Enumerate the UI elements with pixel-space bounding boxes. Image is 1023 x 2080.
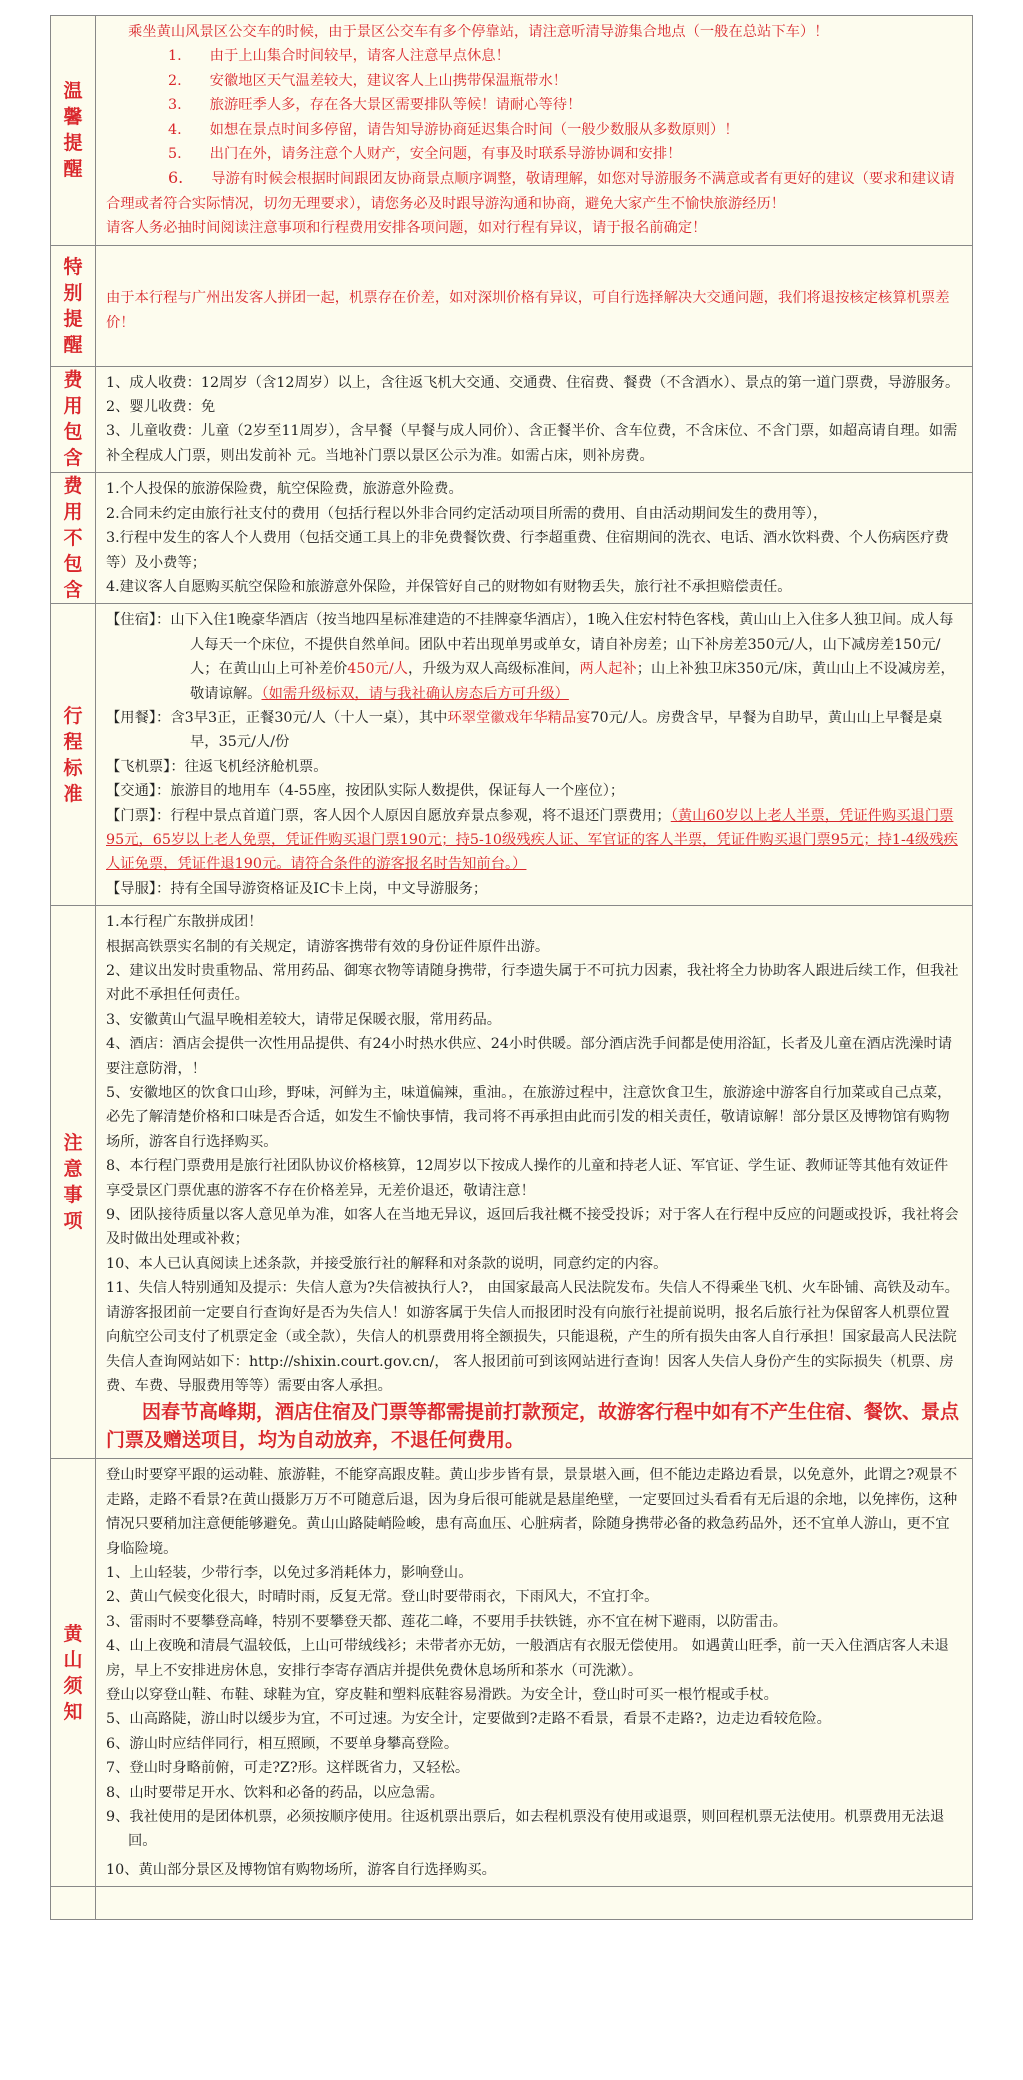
- guide-info: 【导服】：持有全国导游资格证及IC卡上岗，中文导游服务；: [106, 880, 488, 897]
- label-char: 准: [63, 782, 83, 805]
- label-char: 温: [63, 80, 83, 103]
- label-char: 用: [63, 501, 83, 524]
- list-item: 3.行程中发生的客人个人费用（包括交通工具上的非免费餐饮费、行李超重费、住宿期间的洗衣、电话、酒水饮料费、个人伤病医疗费等）及小费等；: [106, 530, 949, 571]
- label-char: 费: [63, 369, 83, 392]
- reminder-outro: 请客人务必抽时间阅读注意事项和行程费用安排各项问题，如对行程有异议，请于报名前确定！: [106, 220, 707, 237]
- label-char: 程: [63, 730, 83, 753]
- list-item: 1. 由于上山集合时间较早，请客人注意早点休息！: [168, 48, 510, 65]
- included-label: [51, 366, 96, 473]
- list-item: 4、酒店：酒店会提供一次性用品提供、有24小时热水供应、24小时供暖。部分酒店洗手间都是使用浴缸，长者及儿童在酒店洗澡时请要注意防滑，！: [106, 1036, 953, 1077]
- list-item: 5、安徽地区的饮食口山珍，野味，河鲜为主，味道偏辣，重油。，在旅游过程中，注意饮食卫生，旅游途中游客自行加菜或自己点菜，必先了解清楚价格和口味是否合适，如发生不愉快事情，我司将不再承担由此而引发的相关责任，敬请谅解！部分景区及博物馆有购物场所，游客自行选择购买。: [106, 1085, 952, 1150]
- reminder-label: [51, 16, 96, 246]
- list-item: 4.建议客人自愿购买航空保险和旅游意外保险，并保管好自己的财物如有财物丢失，旅行社不承担赔偿责任。: [106, 578, 792, 595]
- special-text: 由于本行程与广州出发客人拼团一起，机票存在价差，如对深圳价格有异议，可自行选择解决大交通问题，我们将退按核定核算机票差价！: [106, 290, 950, 331]
- list-item: 5、山高路陡，游山时以缓步为宜，不可过速。为安全计，定要做到?走路不看景，看景不走路?，边走边看较危险。: [106, 1711, 831, 1728]
- list-item: 2、黄山气候变化很大，时晴时雨，反复无常。登山时要带雨衣，下雨风大，不宜打伞。: [106, 1589, 659, 1606]
- included-content: [96, 366, 973, 473]
- label-char: 特: [63, 255, 83, 278]
- list-item: 4. 如想在景点时间多停留，请告知导游协商延迟集合时间（一般少数服从多数原则）！: [168, 121, 739, 138]
- label-char: 不: [63, 527, 83, 550]
- list-item: 2.合同未约定由旅行社支付的费用（包括行程以外非合同约定活动项目所需的费用、自由活动期间发生的费用等），: [106, 505, 828, 522]
- label-char: 含: [63, 579, 83, 602]
- label-char: 意: [63, 1158, 83, 1181]
- list-item: 2、婴儿收费：免: [106, 399, 216, 416]
- label-char: 用: [63, 395, 83, 418]
- list-item: 6、游山时应结伴同行，相互照顾，不要单身攀高登险。: [106, 1735, 459, 1752]
- notes-label: [51, 906, 96, 1459]
- itinerary-document: [50, 15, 973, 1920]
- standard-label: [51, 604, 96, 906]
- list-item: 3、儿童收费：儿童（2岁至11周岁），含早餐（早餐与成人同价）、含正餐半价、含车位费，不含床位、不含门票，如超高请自理。如需补全程成人门票，则出发前补 元。当地补门票以景区公示为准。如需占床，则补房费。: [106, 423, 958, 464]
- list-item: 3. 旅游旺季人多，存在各大景区需要排队等候！请耐心等待！: [168, 97, 582, 114]
- itinerary-table: [50, 15, 973, 1920]
- label-char: 含: [63, 447, 83, 470]
- ticket-info: 【门票】：行程中景点首道门票，客人因个人原因自愿放弃景点参观，将不退还门票费用；（黄山60岁以上老人半票，凭证件购买退门票95元，65岁以上老人免票，凭证件购买退门票190元；持5-10级残疾人证、军官证的客人半票，凭证件购买退门票95元；持1-4级残疾人证免票，凭证件退190元。请符合条件的游客报名时告知前台。）: [106, 807, 958, 873]
- reminder-content: [96, 16, 973, 246]
- label-char: 提: [63, 307, 83, 330]
- list-item: 7、登山时身略前俯，可走?Z?形。这样既省力，又轻松。: [106, 1760, 470, 1777]
- excluded-label: [51, 473, 96, 604]
- notes-row: [51, 906, 973, 1459]
- list-item: 1、成人收费：12周岁（含12周岁）以上，含往返飞机大交通、交通费、住宿费、餐费（不含酒水）、景点的第一道门票费，导游服务。: [106, 374, 960, 391]
- label-char: 费: [63, 475, 83, 498]
- reminder-row: [51, 16, 973, 246]
- empty-cell: [96, 1887, 973, 1920]
- label-char: 醒: [63, 333, 83, 356]
- huangshan-row: [51, 1459, 973, 1887]
- label-char: 提: [63, 132, 83, 155]
- list-item: 3、安徽黄山气温早晚相差较大，请带足保暖衣服，常用药品。: [106, 1011, 502, 1028]
- label-char: 山: [63, 1648, 83, 1671]
- special-content: [96, 245, 973, 366]
- list-item: 8、山时要带足开水、饮料和必备的药品，以应急需。: [106, 1784, 444, 1801]
- label-char: 注: [63, 1132, 83, 1155]
- label-char: 黄: [63, 1622, 83, 1645]
- list-item: 9、团队接待质量以客人意见单为准，如客人在当地无异议，返回后我社概不接受投诉；对于客人在行程中反应的问题或投诉，我社将会及时做出处理或补救；: [106, 1207, 959, 1248]
- empty-row: [51, 1887, 973, 1920]
- label-char: 馨: [63, 106, 83, 129]
- traffic-info: 【交通】：旅游目的地用车（4-55座，按团队实际人数提供，保证每人一个座位）；: [106, 783, 625, 800]
- list-item: 6. 导游有时候会根据时间跟团友协商景点顺序调整，敬请理解，如您对导游服务不满意或者有更好的建议（要求和建议请合理或者符合实际情况，切勿无理要求），请您务必及时跟导游沟通和协商，避免大家产生不愉快旅游经历！: [106, 168, 955, 212]
- huangshan-content: [96, 1459, 973, 1887]
- special-row: [51, 245, 973, 366]
- list-item: 8、本行程门票费用是旅行社团队协议价格核算，12周岁以下按成人操作的儿童和持老人证、军官证、学生证、教师证等其他有效证件享受景区门票优惠的游客不存在价格差异，无差价退还，敬请注意！: [106, 1158, 949, 1199]
- meal-info: 【用餐】：含3早3正，正餐30元/人（十人一桌），其中环翠堂徽戏年华精品宴70元/人。房费含早，早餐为自助早，黄山山上早餐是桌早，35元/人/份: [106, 709, 943, 751]
- huangshan-intro: 登山时要穿平跟的运动鞋、旅游鞋，不能穿高跟皮鞋。黄山步步皆有景，景景堪入画，但不能边走路边看景，以免意外，此谓之?观景不走路，走路不看景?在黄山摄影万万不可随意后退，因为身后很可能就是悬崖绝壁，一定要回过头看看有无后退的余地，以免摔伤，这种情况只要稍加注意便能够避免。黄山山路陡峭险峻，患有高血压、心脏病者，除随身携带必备的救急药品外，还不宜单人游山，更不宜身临险境。: [106, 1467, 958, 1557]
- list-item: 5. 出门在外，请务注意个人财产，安全问题，有事及时联系导游协调和安排！: [168, 146, 682, 163]
- excluded-row: [51, 473, 973, 604]
- label-char: 别: [63, 281, 83, 304]
- excluded-content: [96, 473, 973, 604]
- list-item: 9、我社使用的是团体机票，必须按顺序使用。往返机票出票后，如去程机票没有使用或退票，则回程机票无法使用。机票费用无法退回。: [106, 1809, 945, 1850]
- reminder-intro: 乘坐黄山风景区公交车的时候，由于景区公交车有多个停靠站，请注意听清导游集合地点（一般在总站下车）！: [128, 24, 829, 40]
- label-char: 须: [63, 1674, 83, 1697]
- list-item: 1.本行程广东散拼成团！: [106, 914, 263, 931]
- label-char: 项: [63, 1210, 83, 1233]
- included-row: [51, 366, 973, 473]
- list-item: 11、失信人特别通知及提示：失信人意为?失信被执行人?， 由国家最高人民法院发布。失信人不得乘坐飞机、火车卧铺、高铁及动车。请游客报团前一定要自行查询好是否为失信人！如游客属于失信人而报团时没有向旅行社提前说明，报名后旅行社为保留客人机票位置向航空公司支付了机票定金（或全款），失信人的机票费用将全额损失，只能退税，产生的所有损失由客人自行承担！国家最高人民法院失信人查询网站如下：http://shixin.court.gov.cn/， 客人报团前可到该网站进行查询！因客人失信人身份产生的实际损失（机票、房费、车费、导服费用等等）需要由客人承担。: [106, 1280, 959, 1394]
- hotel-info: 【住宿】：山下入住1晚豪华酒店（按当地四星标准建造的不挂牌豪华酒店），1晚入住宏村特色客栈，黄山山上入住多人独卫间。成人每人每天一个床位，不提供自然单间。团队中若出现单男或单女，请自补房差；山下补房差350元/人，山下减房差150元/人；在黄山山上可补差价450元/人，升级为双人高级标准间，两人起补；山上补独卫床350元/床，黄山山上不设减房差，敬请谅解。（如需升级标双，请与我社确认房态后方可升级）: [106, 612, 955, 702]
- empty-cell: [51, 1887, 96, 1920]
- list-item: 10、本人已认真阅读上述条款，并接受旅行社的解释和对条款的说明，同意约定的内容。: [106, 1255, 668, 1272]
- huangshan-label: [51, 1459, 96, 1887]
- list-item: 1、上山轻装，少带行李，以免过多消耗体力，影响登山。: [106, 1564, 473, 1581]
- flight-info: 【飞机票】：往返飞机经济舱机票。: [106, 758, 328, 775]
- standard-content: [96, 604, 973, 906]
- label-char: 醒: [63, 158, 83, 181]
- standard-row: [51, 604, 973, 906]
- special-label: [51, 245, 96, 366]
- list-item: 根据高铁票实名制的有关规定，请游客携带有效的身份证件原件出游。: [106, 938, 550, 955]
- notes-content: [96, 906, 973, 1459]
- label-char: 包: [63, 553, 83, 576]
- list-item: 4、山上夜晚和清晨气温较低，上山可带绒线衫；未带者亦无妨，一般酒店有衣服无偿使用。 如遇黄山旺季，前一天入住酒店客人未退房，早上不安排进房休息，安排行李寄存酒店并提供免费休息场所和茶水（可洗漱）。: [106, 1638, 949, 1679]
- list-item: 3、雷雨时不要攀登高峰，特别不要攀登天都、莲花二峰，不要用手扶铁链，亦不宜在树下避雨，以防雷击。: [106, 1613, 788, 1630]
- list-item: 1.个人投保的旅游保险费，航空保险费，旅游意外险费。: [106, 481, 463, 498]
- list-item: 10、黄山部分景区及博物馆有购物场所，游客自行选择购买。: [106, 1861, 496, 1878]
- label-char: 标: [63, 756, 83, 779]
- list-item: 2、建议出发时贵重物品、常用药品、御寒衣物等请随身携带，行李遗失属于不可抗力因素，我社将全力协助客人跟进后续工作，但我社对此不承担任何责任。: [106, 963, 959, 1004]
- label-char: 行: [63, 704, 83, 727]
- list-item: 登山以穿登山鞋、布鞋、球鞋为宜，穿皮鞋和塑料底鞋容易滑跌。为安全计，登山时可买一根竹棍或手杖。: [106, 1686, 778, 1703]
- label-char: 包: [63, 421, 83, 444]
- label-char: 事: [63, 1184, 83, 1207]
- notes-warning: 因春节高峰期，酒店住宿及门票等都需提前打款预定，故游客行程中如有不产生住宿、餐饮、景点门票及赠送项目，均为自动放弃，不退任何费用。: [106, 1401, 960, 1452]
- list-item: 2. 安徽地区天气温差较大，建议客人上山携带保温瓶带水！: [168, 72, 568, 89]
- label-char: 知: [63, 1700, 83, 1723]
